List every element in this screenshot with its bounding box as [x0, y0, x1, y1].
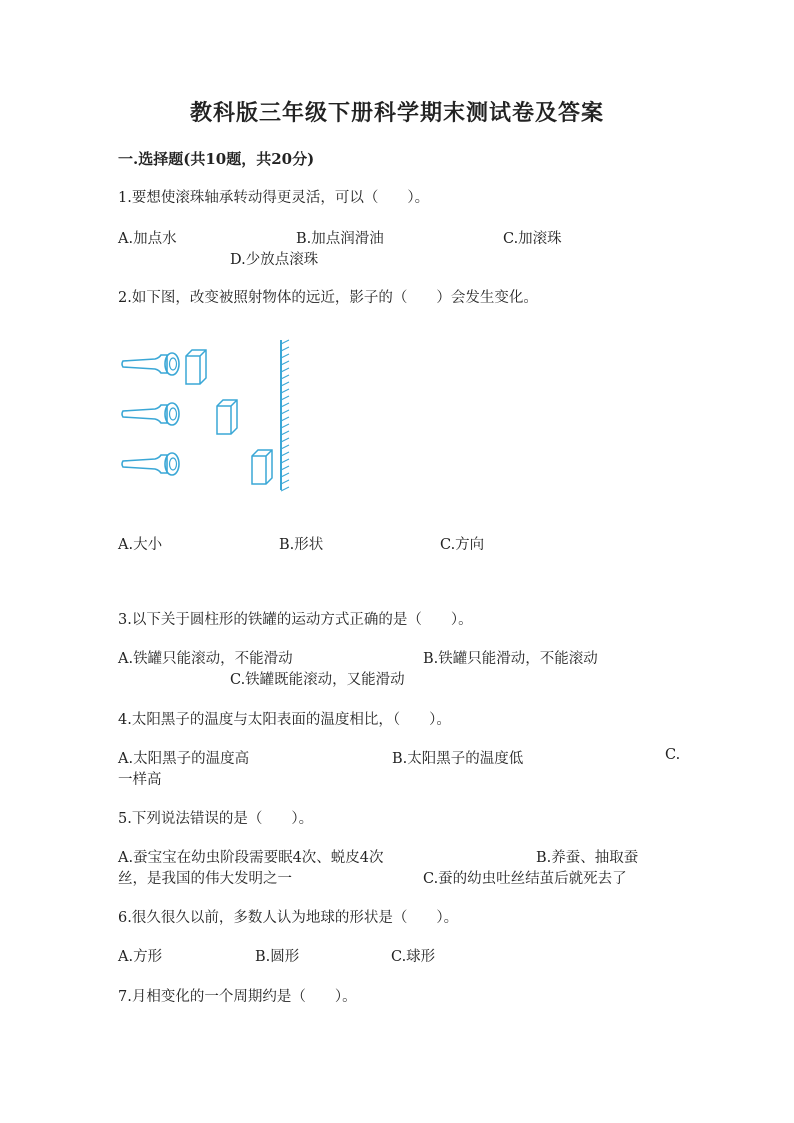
- question-1-option-d: D.少放点滚珠: [230, 252, 319, 268]
- question-1-option-a: A.加点水: [118, 231, 177, 247]
- flashlight-shadow-figure: [118, 338, 308, 494]
- question-6-option-b: B.圆形: [255, 949, 300, 965]
- question-5-stem: 5.下列说法错误的是（ ）。: [118, 811, 314, 827]
- flashlight-icon: [122, 403, 179, 425]
- question-3-option-a: A.铁罐只能滚动，不能滑动: [118, 651, 293, 667]
- question-2-option-a: A.大小: [118, 537, 163, 553]
- question-4-option-a: A.太阳黑子的温度高: [118, 751, 250, 767]
- block-icon: [186, 350, 206, 384]
- question-2-option-b: B.形状: [279, 537, 324, 553]
- question-1-stem: 1.要想使滚珠轴承转动得更灵活，可以（ ）。: [118, 190, 430, 206]
- question-6-option-c: C.球形: [391, 949, 436, 965]
- block-icon: [217, 400, 237, 434]
- question-5-option-b-continued: 丝，是我国的伟大发明之一: [118, 871, 292, 887]
- question-4-option-b: B.太阳黑子的温度低: [392, 751, 524, 767]
- question-1-option-c: C.加滚珠: [503, 231, 562, 247]
- flashlight-icon: [122, 353, 179, 375]
- question-2-option-c: C.方向: [440, 537, 485, 553]
- block-icon: [252, 450, 272, 484]
- question-6-option-a: A.方形: [118, 949, 163, 965]
- question-1-option-b: B.加点润滑油: [296, 231, 384, 247]
- question-6-stem: 6.很久很久以前，多数人认为地球的形状是（ ）。: [118, 910, 459, 926]
- question-2-stem: 2.如下图，改变被照射物体的远近，影子的（ ）会发生变化。: [118, 290, 538, 306]
- section-heading: 一.选择题(共10题，共20分): [118, 150, 315, 168]
- page-title: 教科版三年级下册科学期末测试卷及答案: [189, 100, 604, 126]
- question-3-stem: 3.以下关于圆柱形的铁罐的运动方式正确的是（ ）。: [118, 612, 473, 628]
- question-5-option-b: B.养蚕、抽取蚕: [536, 850, 639, 866]
- question-4-option-c: C.: [665, 747, 681, 763]
- wall-icon: [281, 340, 289, 491]
- question-4-stem: 4.太阳黑子的温度与太阳表面的温度相比，（ ）。: [118, 712, 451, 728]
- question-7-stem: 7.月相变化的一个周期约是（ ）。: [118, 989, 357, 1005]
- question-3-option-b: B.铁罐只能滑动，不能滚动: [423, 651, 598, 667]
- question-5-option-c: C.蚕的幼虫吐丝结茧后就死去了: [423, 871, 627, 887]
- flashlight-icon: [122, 453, 179, 475]
- question-5-option-a: A.蚕宝宝在幼虫阶段需要眠4次、蜕皮4次: [118, 850, 384, 866]
- question-4-option-c-text: 一样高: [118, 772, 162, 788]
- question-3-option-c: C.铁罐既能滚动，又能滑动: [230, 672, 405, 688]
